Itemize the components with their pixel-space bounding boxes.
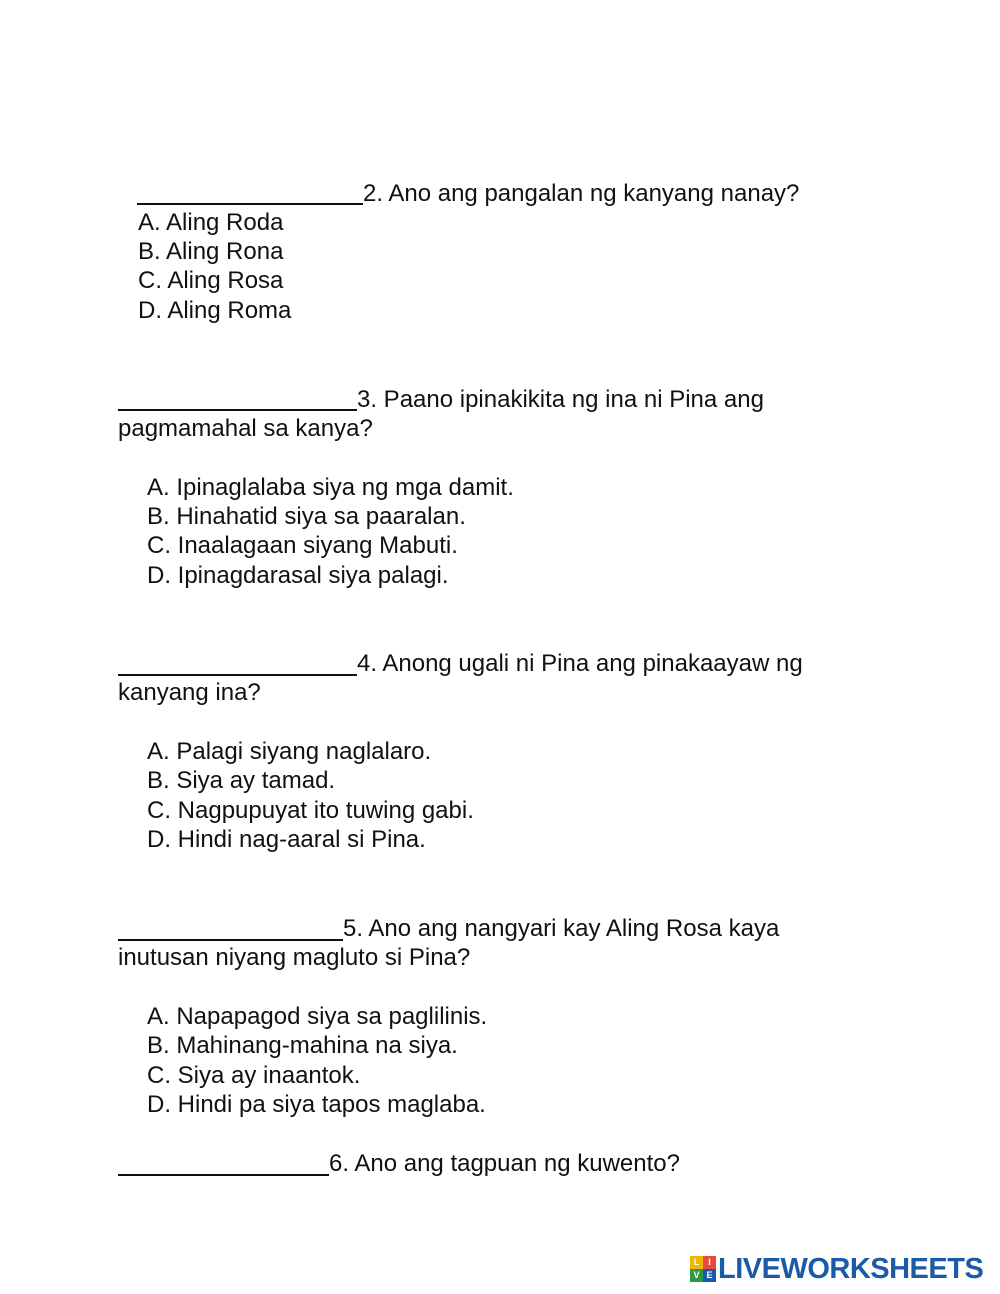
question-3-option-c: C. Inaalagaan siyang Mabuti. <box>147 532 458 559</box>
answer-blank-5[interactable] <box>118 939 343 941</box>
question-5-option-d: D. Hindi pa siya tapos maglaba. <box>147 1091 486 1118</box>
question-4-option-d: D. Hindi nag-aaral si Pina. <box>147 826 426 853</box>
question-5-option-a: A. Napapagod siya sa paglilinis. <box>147 1003 488 1030</box>
question-5-option-b: B. Mahinang-mahina na siya. <box>147 1032 458 1059</box>
liveworksheets-logo <box>690 1252 983 1286</box>
question-3-option-d: D. Ipinagdarasal siya palagi. <box>147 562 449 589</box>
logo-mark-letter-i: I <box>703 1256 716 1269</box>
question-2-option-c: C. Aling Rosa <box>138 267 284 294</box>
answer-blank-4[interactable] <box>118 674 357 676</box>
question-4-text: 4. Anong ugali ni Pina ang pinakaayaw ng <box>357 650 803 677</box>
question-2-option-b: B. Aling Rona <box>138 238 284 265</box>
logo-mark-icon <box>690 1256 716 1282</box>
question-4-option-c: C. Nagpupuyat ito tuwing gabi. <box>147 797 474 824</box>
question-2-text: 2. Ano ang pangalan ng kanyang nanay? <box>363 180 800 207</box>
question-5-text-cont: inutusan niyang magluto si Pina? <box>118 944 471 971</box>
question-3-option-b: B. Hinahatid siya sa paaralan. <box>147 503 466 530</box>
question-3-text-cont: pagmamahal sa kanya? <box>118 415 373 442</box>
logo-mark-letter-v: V <box>690 1269 703 1282</box>
logo-mark-letter-l: L <box>690 1256 703 1269</box>
question-3-option-a: A. Ipinaglalaba siya ng mga damit. <box>147 474 514 501</box>
question-4-option-a: A. Palagi siyang naglalaro. <box>147 738 432 765</box>
question-4-text-cont: kanyang ina? <box>118 679 261 706</box>
question-2-option-d: D. Aling Roma <box>138 297 292 324</box>
answer-blank-3[interactable] <box>118 409 357 411</box>
question-3-text: 3. Paano ipinakikita ng ina ni Pina ang <box>357 386 764 413</box>
logo-mark-letter-e: E <box>703 1269 716 1282</box>
answer-blank-2[interactable] <box>137 203 363 205</box>
logo-text: LIVEWORKSHEETS <box>718 1252 984 1285</box>
question-4-option-b: B. Siya ay tamad. <box>147 767 336 794</box>
question-2-option-a: A. Aling Roda <box>138 209 284 236</box>
question-5-text: 5. Ano ang nangyari kay Aling Rosa kaya <box>343 915 780 942</box>
question-5-option-c: C. Siya ay inaantok. <box>147 1062 361 1089</box>
question-6-text: 6. Ano ang tagpuan ng kuwento? <box>329 1150 680 1177</box>
answer-blank-6[interactable] <box>118 1174 329 1176</box>
